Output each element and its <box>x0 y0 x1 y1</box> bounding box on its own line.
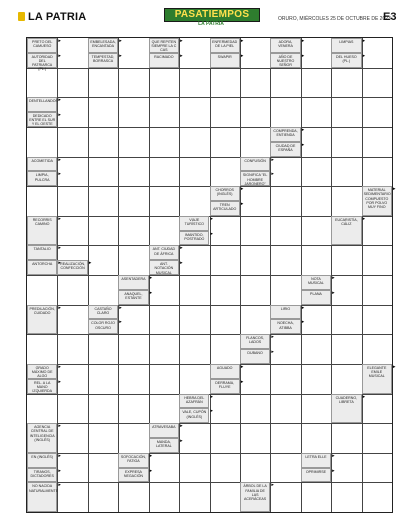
clue-arrow-icon: ▸ <box>58 97 61 104</box>
clue-arrow-icon: ▸ <box>210 215 214 222</box>
clue-arrow-icon: ▸ <box>301 38 305 44</box>
clue-cell: CUADERNO, LIBRETA <box>331 394 361 424</box>
clue-cell: TEMPESTAD, BORRASCA <box>88 53 118 68</box>
clue-arrow-icon: ▸ <box>119 304 122 311</box>
clue-cell: ANT. CIUDAD DE ÁFRICA <box>149 245 179 260</box>
grid-row-line <box>27 127 392 128</box>
clue-cell: SIGNIFICA "EL HOMBRE JARONERO" <box>240 171 270 186</box>
clue-cell: CONFUSIÓN <box>240 157 270 172</box>
clue-cell: TREN ARTICULADO <box>210 201 240 216</box>
clue-arrow-icon: ▸ <box>58 423 61 430</box>
clue-cell: AGENCIA CENTRAL DE INTELIGENCIA (INGLÉS) <box>27 423 57 453</box>
clue-arrow-icon: ▸ <box>58 156 61 163</box>
clue-arrow-icon: ▸ <box>58 245 61 252</box>
clue-arrow-icon: ▸ <box>332 289 335 296</box>
clue-cell: LIMPIAS <box>331 38 361 53</box>
clue-cell: HEBRA DEL AZAFRÁN <box>179 394 209 409</box>
logo-icon <box>18 12 25 21</box>
clue-arrow-icon: ▸ <box>240 363 244 370</box>
clue-arrow-icon: ▸ <box>271 156 274 163</box>
grid-row-line <box>27 305 392 306</box>
clue-cell: LETRA ELLE <box>301 453 331 468</box>
clue-cell: RECORRIS CAMINO <box>27 216 57 246</box>
clue-cell: REL. A LA MANO IZQUIERDA <box>27 379 57 394</box>
clue-arrow-icon: ▸ <box>271 334 274 341</box>
clue-arrow-icon: ▸ <box>240 186 244 193</box>
clue-cell: CASTAÑO CLARO <box>88 305 118 320</box>
clue-arrow-icon: ▸ <box>149 275 153 281</box>
clue-cell: AUTORIDAD DEL PATRIARCA (PL.) <box>27 53 57 68</box>
grid-row-line <box>27 68 392 69</box>
clue-arrow-icon: ▸ <box>119 319 122 326</box>
clue-cell: EUCARISTÍA, CÁLIZ <box>331 216 361 246</box>
clue-arrow-icon: ▸ <box>180 52 183 59</box>
clue-cell: ELEGANTE EMILE MUSICAL <box>362 364 392 394</box>
clue-cell: EXPRESA NEGACIÓN <box>118 468 148 483</box>
clue-arrow-icon: ▸ <box>149 467 153 474</box>
clue-cell: FLANCOS, LADOS <box>240 334 270 349</box>
clue-cell: NOTA MUSICAL <box>301 275 331 290</box>
clue-arrow-icon: ▸ <box>362 393 366 400</box>
clue-cell: QUE REPITEN SIEMPRE LA C CAS <box>149 38 179 53</box>
clue-cell: MANDA, LATERAL <box>149 438 179 453</box>
clue-arrow-icon: ▸ <box>210 393 214 400</box>
page-header <box>0 0 420 28</box>
clue-arrow-icon: ▸ <box>332 467 335 474</box>
clue-cell: REALIZACIÓN, CONFECCIÓN <box>57 260 87 275</box>
clue-arrow-icon: ▸ <box>240 52 244 59</box>
clue-arrow-icon: ▸ <box>210 230 214 237</box>
clue-arrow-icon: ▸ <box>271 171 274 178</box>
clue-arrow-icon: ▸ <box>180 245 183 252</box>
clue-cell: AÑO DE NUESTRO SEÑOR <box>270 53 300 68</box>
clue-cell: EN (INGLÉS) <box>27 453 57 468</box>
clue-arrow-icon: ▸ <box>58 215 61 222</box>
issue-date: ORURO, MIÉRCOLES 25 DE OCTUBRE DE 2023 <box>278 16 391 22</box>
clue-arrow-icon: ▸ <box>180 437 183 444</box>
clue-cell: COLOR ROJO OSCURO <box>88 319 118 334</box>
clue-cell: LIMPIA, PULCRA <box>27 171 57 186</box>
clue-cell: DUBANO <box>240 349 270 364</box>
clue-arrow-icon: ▸ <box>58 467 61 474</box>
clue-cell: DENTELLANDOS <box>27 97 57 112</box>
crossword-grid <box>26 37 396 513</box>
clue-arrow-icon: ▸ <box>301 126 305 133</box>
clue-arrow-icon: ▸ <box>180 38 183 44</box>
clue-arrow-icon: ▸ <box>119 38 122 44</box>
clue-arrow-icon: ▸ <box>332 275 335 281</box>
logo-text: LA PATRIA <box>28 11 87 23</box>
clue-cell: RACIMADO <box>149 53 179 68</box>
grid-row-line <box>27 482 392 483</box>
clue-arrow-icon: ▸ <box>362 38 366 44</box>
clue-arrow-icon: ▸ <box>58 304 61 311</box>
clue-arrow-icon: ▸ <box>58 482 61 489</box>
clue-cell: PLANA <box>301 290 331 305</box>
clue-arrow-icon: ▸ <box>58 452 61 459</box>
grid-row-line <box>27 245 392 246</box>
clue-cell: ÁRBOL DE LA FAMILIA DE LAS ACERÁCEAS <box>240 482 270 512</box>
clue-cell: ANTORCHA <box>27 260 57 275</box>
clue-arrow-icon: ▸ <box>149 289 153 296</box>
clue-cell: DERRAMA, FLUYE <box>210 379 240 394</box>
clue-arrow-icon: ▸ <box>301 52 305 59</box>
clue-arrow-icon: ▸ <box>393 363 396 370</box>
clue-cell: ANAQUEL, ESTANTE <box>118 290 148 305</box>
clue-cell: EMBELESADA, ENCANTADA <box>88 38 118 53</box>
clue-cell: PRETO DEL CAMUESO <box>27 38 57 53</box>
clue-arrow-icon: ▸ <box>393 186 396 193</box>
clue-cell: COMPRENDA, ENTIENDA <box>270 127 300 142</box>
clue-arrow-icon: ▸ <box>119 52 122 59</box>
clue-arrow-icon: ▸ <box>58 171 61 178</box>
clue-arrow-icon: ▸ <box>362 52 366 59</box>
clue-cell: TANTALIO <box>27 245 57 260</box>
newspaper-logo <box>18 11 86 23</box>
clue-cell: AGUADO <box>210 364 240 379</box>
clue-arrow-icon: ▸ <box>301 304 305 311</box>
clue-arrow-icon: ▸ <box>301 141 305 148</box>
clue-arrow-icon: ▸ <box>240 200 244 207</box>
clue-arrow-icon: ▸ <box>58 52 61 59</box>
clue-arrow-icon: ▸ <box>332 452 335 459</box>
grid-row-line <box>27 423 392 424</box>
clue-arrow-icon: ▸ <box>210 408 214 415</box>
clue-cell: MATERIAL SEDIMENTARIO COMPUESTO POR POLVO MUY FINO <box>362 186 392 216</box>
clue-arrow-icon: ▸ <box>58 378 61 385</box>
clue-arrow-icon: ▸ <box>271 349 274 356</box>
clue-cell: VIAJE TURÍSTICO <box>179 216 209 231</box>
clue-arrow-icon: ▸ <box>58 260 61 267</box>
clue-arrow-icon: ▸ <box>240 378 244 385</box>
clue-arrow-icon: ▸ <box>240 38 244 44</box>
clue-cell: SOFOCACIÓN, FATIGA <box>118 453 148 468</box>
clue-cell: ADORA, VENERA <box>270 38 300 53</box>
clue-cell: CIUDAD DE ESPAÑA <box>270 142 300 157</box>
clue-cell: GRADO MÁXIMO DE ALGO <box>27 364 57 379</box>
clue-arrow-icon: ▸ <box>180 260 183 267</box>
clue-arrow-icon: ▸ <box>88 260 92 267</box>
clue-cell: NO NACIDA NATURALMENTE <box>27 482 57 512</box>
grid-row-line <box>27 157 392 158</box>
clue-arrow-icon: ▸ <box>58 38 61 44</box>
clue-cell: NOECHA, ATIBBA <box>270 319 300 334</box>
clue-arrow-icon: ▸ <box>149 452 153 459</box>
clue-arrow-icon: ▸ <box>301 319 305 326</box>
clue-cell: VALE, CUPÓN (INGLÉS) <box>179 408 209 423</box>
grid-row-line <box>27 453 392 454</box>
clue-arrow-icon: ▸ <box>180 423 183 430</box>
banner-subtitle: LA PATRIA <box>198 21 224 27</box>
grid-row-line <box>27 97 392 98</box>
section-banner <box>164 8 258 28</box>
clue-cell: PREDILACIÓN, CUIDADO <box>27 305 57 335</box>
grid-row-line <box>27 275 392 276</box>
clue-cell: ATRAVESABA <box>149 423 179 438</box>
clue-cell: SWAPIR <box>210 53 240 68</box>
clue-arrow-icon: ▸ <box>58 112 61 119</box>
clue-cell: OPRIMIRSE <box>301 468 331 483</box>
clue-arrow-icon: ▸ <box>58 363 61 370</box>
clue-cell: ANT. NOTACIÓN MUSICAL <box>149 260 179 275</box>
grid-row-line <box>27 334 392 335</box>
clue-cell: CHORROS (INGLÉS) <box>210 186 240 201</box>
clue-cell: ASENTADERA <box>118 275 148 290</box>
clue-cell: TIRANOS, DICTADORES <box>27 468 57 483</box>
clue-cell: LIRIO <box>270 305 300 320</box>
clue-arrow-icon: ▸ <box>271 482 274 489</box>
clue-arrow-icon: ▸ <box>362 215 366 222</box>
clue-cell: DEL HUESO (PL.) <box>331 53 361 68</box>
clue-cell: ACOMETIDA <box>27 157 57 172</box>
clue-cell: IMANTIDO, POSTRADO <box>179 231 209 246</box>
clue-cell: DEDICADO ENTRE EL SUR Y EL OESTE <box>27 112 57 127</box>
banner-title: PASATIEMPOS <box>164 8 260 22</box>
clue-cell: ENFERMEDAD DE LA PIEL <box>210 38 240 53</box>
page-number: E3 <box>383 11 397 23</box>
